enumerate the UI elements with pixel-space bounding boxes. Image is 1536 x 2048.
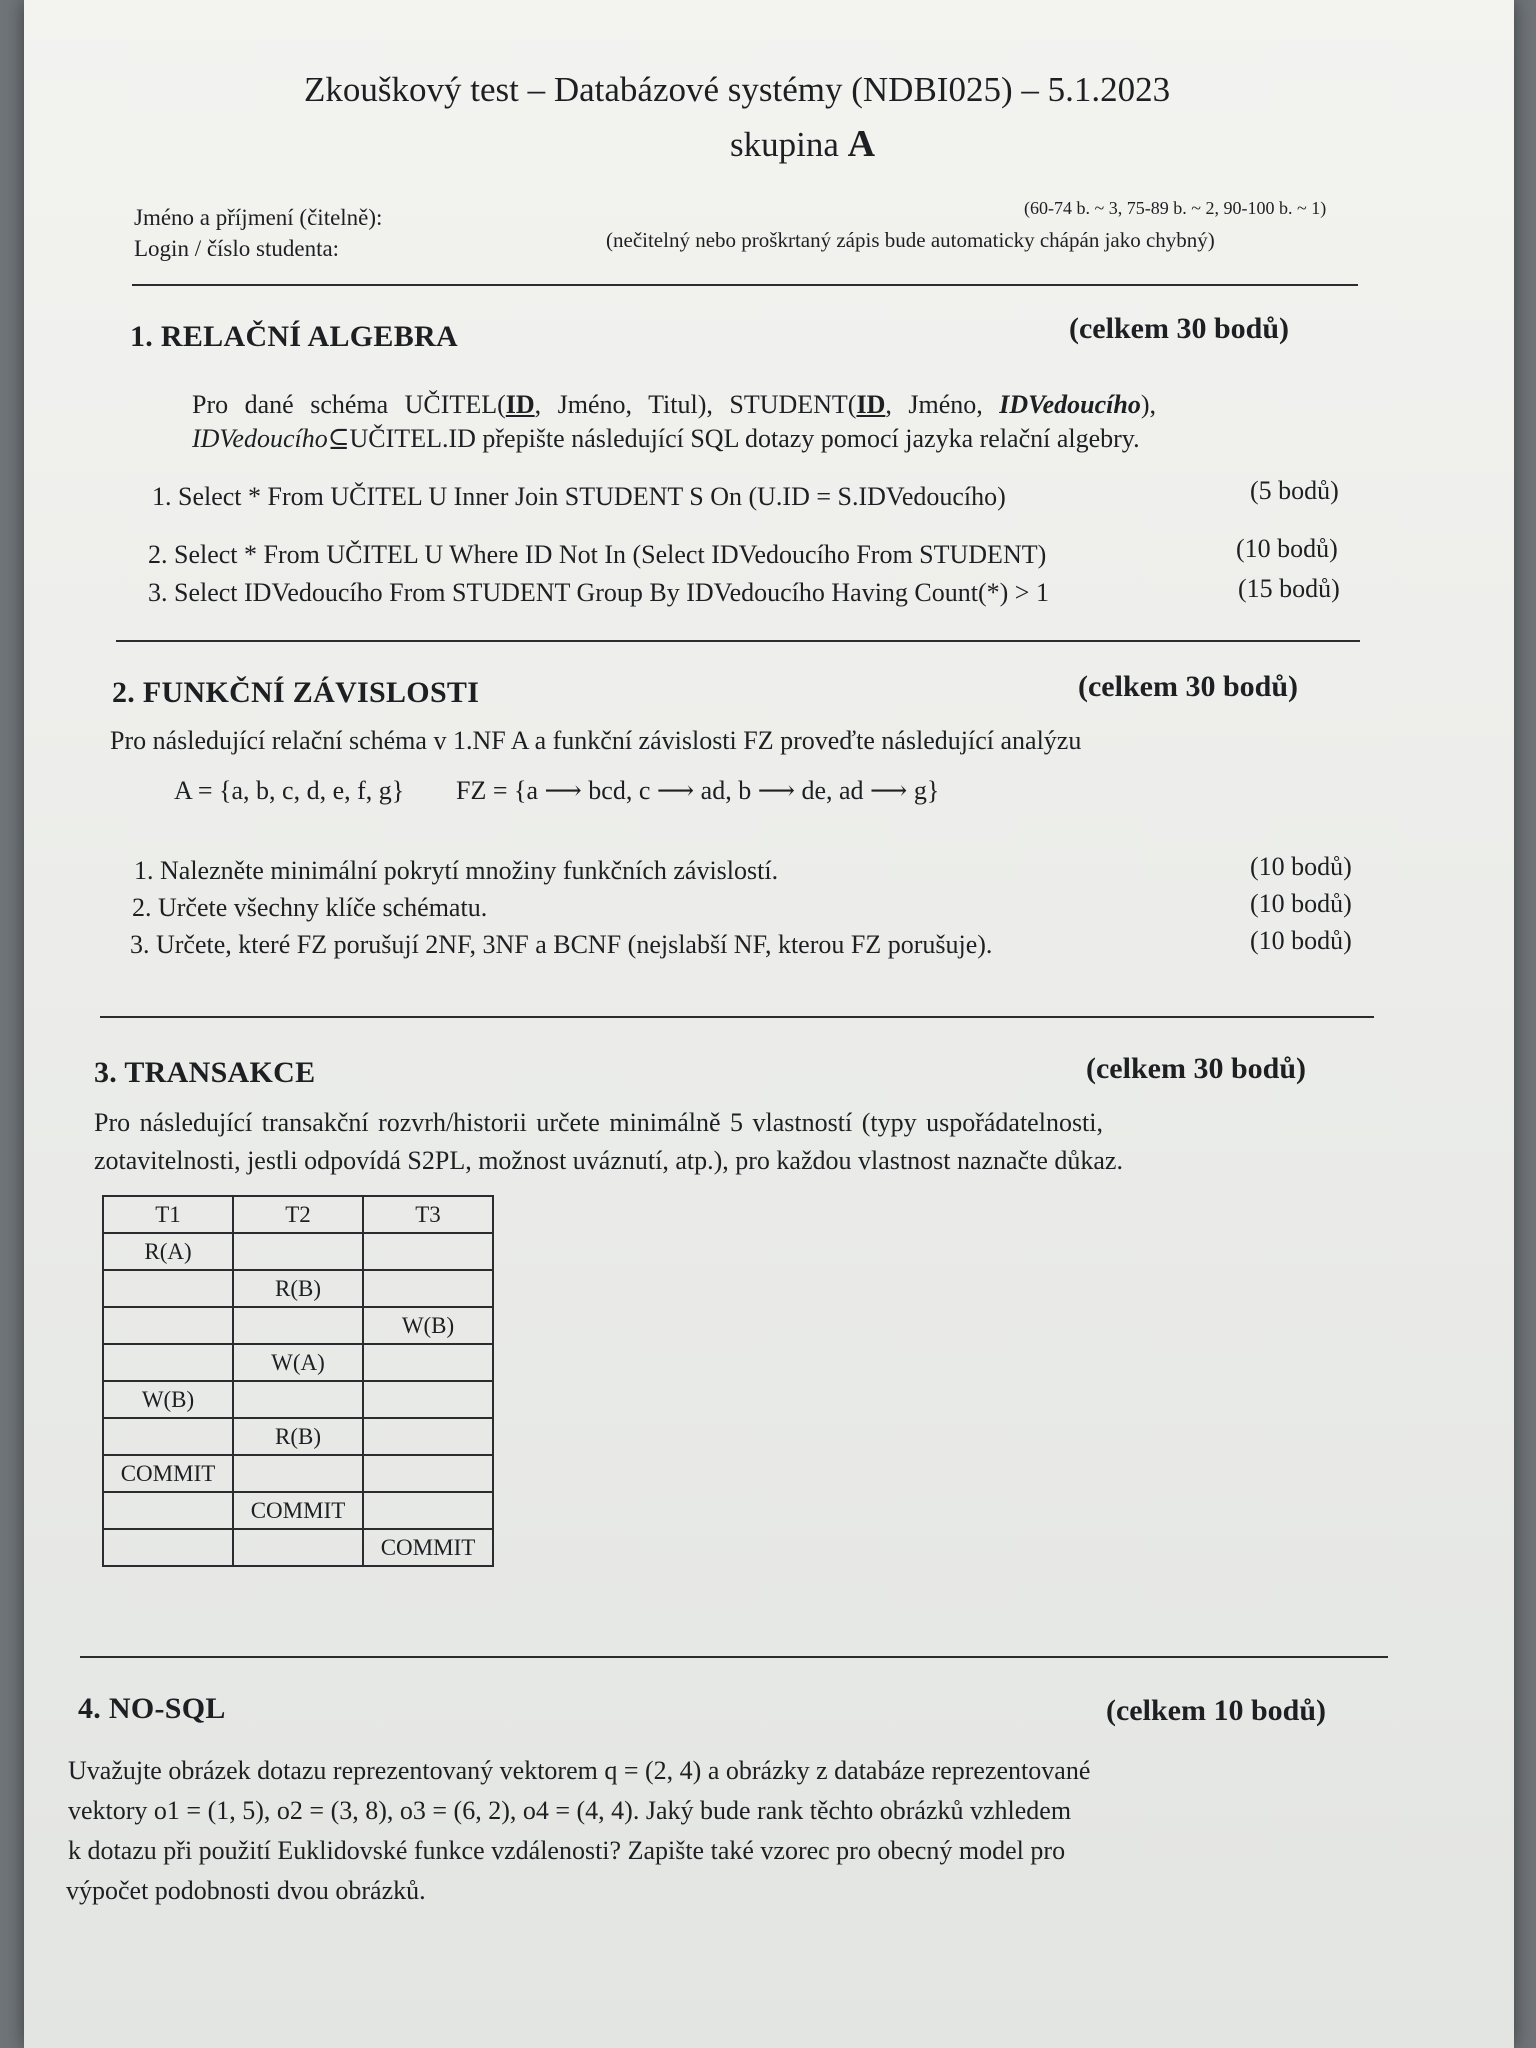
- section-1-item-1-points: (5 bodů): [1250, 476, 1339, 505]
- divider: [132, 284, 1358, 286]
- section-2-intro: Pro následující relační schéma v 1.NF A a funkční závislosti FZ proveďte následující analýzu: [110, 726, 1082, 755]
- schedule-row: [103, 1455, 493, 1492]
- schedule-cell: W(A): [233, 1344, 363, 1381]
- section-2-item-1: 1. Nalezněte minimální pokrytí množiny funkčních závislostí.: [134, 856, 779, 885]
- schedule-cell: [103, 1418, 233, 1455]
- legibility-warning: (nečitelný nebo proškrtaný zápis bude automaticky chápán jako chybný): [606, 228, 1215, 252]
- schedule-cell: [363, 1492, 493, 1529]
- schedule-cell: [363, 1418, 493, 1455]
- login-label: Login / číslo studenta:: [134, 236, 340, 261]
- schedule-cell: [103, 1344, 233, 1381]
- section-1-item-3: 3. Select IDVedoucího From STUDENT Group By IDVedoucího Having Count(*) > 1: [148, 578, 1049, 607]
- section-1-points: (celkem 30 bodů): [1069, 312, 1289, 345]
- name-label: Jméno a příjmení (čitelně):: [134, 205, 383, 230]
- schedule-row: [103, 1418, 493, 1455]
- section-1-item-3-points: (15 bodů): [1238, 574, 1340, 603]
- schedule-cell: [233, 1455, 363, 1492]
- schedule-body: [103, 1233, 493, 1566]
- schedule-header-t3: T3: [363, 1196, 493, 1233]
- section-1-item-1: 1. Select * From UČITEL U Inner Join STUDENT S On (U.ID = S.IDVedoucího): [152, 482, 1006, 511]
- section-3-intro-line-2: zotavitelnosti, jestli odpovídá S2PL, možnost uváznutí, atp.), pro každou vlastnost naznačte důkaz.: [94, 1146, 1123, 1175]
- section-2-item-2-points: (10 bodů): [1250, 889, 1352, 918]
- schedule-cell: COMMIT: [363, 1529, 493, 1566]
- section-2-item-2: 2. Určete všechny klíče schématu.: [132, 893, 488, 922]
- schedule-cell: [103, 1270, 233, 1307]
- schedule-row: [103, 1233, 493, 1270]
- schedule-row: [103, 1307, 493, 1344]
- group-prefix: skupina: [730, 125, 839, 164]
- section-1-title: 1. RELAČNÍ ALGEBRA: [130, 320, 458, 353]
- section-4-line-3: k dotazu při použití Euklidovské funkce vzdálenosti? Zapište také vzorec pro obecný model pro: [68, 1836, 1066, 1865]
- section-3-points: (celkem 30 bodů): [1086, 1052, 1306, 1085]
- schedule-cell: [103, 1529, 233, 1566]
- grading-scale: (60-74 b. ~ 3, 75-89 b. ~ 2, 90-100 b. ~ 1): [1024, 198, 1327, 218]
- schedule-cell: [363, 1455, 493, 1492]
- schedule-header-row: [103, 1196, 493, 1233]
- schedule-cell: [103, 1492, 233, 1529]
- section-3-intro-line-1: Pro následující transakční rozvrh/historii určete minimálně 5 vlastností (typy uspořádatelnosti,: [94, 1108, 1104, 1137]
- schedule-cell: COMMIT: [103, 1455, 233, 1492]
- schedule-row: [103, 1344, 493, 1381]
- section-1-intro-line-1: Pro dané schéma UČITEL(ID, Jméno, Titul), STUDENT(ID, Jméno, IDVedoucího),: [192, 390, 1157, 419]
- schedule-cell: [233, 1529, 363, 1566]
- section-2-schema: A = {a, b, c, d, e, f, g}: [174, 776, 405, 805]
- schedule-cell: R(A): [103, 1233, 233, 1270]
- section-2-item-3: 3. Určete, které FZ porušují 2NF, 3NF a BCNF (nejslabší NF, kterou FZ porušuje).: [130, 930, 993, 959]
- schedule-cell: [363, 1344, 493, 1381]
- section-1-item-2-points: (10 bodů): [1236, 534, 1338, 563]
- schedule-row: [103, 1529, 493, 1566]
- section-4-line-2: vektory o1 = (1, 5), o2 = (3, 8), o3 = (6, 2), o4 = (4, 4). Jaký bude rank těchto obrázků vzhledem: [68, 1796, 1072, 1825]
- section-1-item-2: 2. Select * From UČITEL U Where ID Not In (Select IDVedoucího From STUDENT): [148, 540, 1047, 569]
- divider: [100, 1016, 1374, 1018]
- exam-sheet: [24, 0, 1514, 2048]
- schedule-cell: R(B): [233, 1418, 363, 1455]
- schedule-cell: [233, 1307, 363, 1344]
- section-2-item-3-points: (10 bodů): [1250, 926, 1352, 955]
- group-letter: A: [847, 123, 876, 165]
- schedule-cell: [103, 1307, 233, 1344]
- schedule-row: [103, 1270, 493, 1307]
- divider: [80, 1656, 1388, 1658]
- schedule-cell: COMMIT: [233, 1492, 363, 1529]
- section-2-fds: FZ = {a ⟶ bcd, c ⟶ ad, b ⟶ de, ad ⟶ g}: [456, 776, 940, 805]
- exam-group: [730, 122, 875, 166]
- schedule-cell: [233, 1381, 363, 1418]
- section-4-points: (celkem 10 bodů): [1106, 1694, 1326, 1727]
- schedule-header-t1: T1: [103, 1196, 233, 1233]
- schedule-cell: [363, 1270, 493, 1307]
- schedule-cell: [363, 1233, 493, 1270]
- section-3-title: 3. TRANSAKCE: [94, 1056, 316, 1089]
- divider: [116, 640, 1360, 642]
- schedule-cell: [233, 1233, 363, 1270]
- section-4-title: 4. NO-SQL: [78, 1692, 226, 1725]
- section-2-points: (celkem 30 bodů): [1078, 670, 1298, 703]
- schedule-cell: W(B): [103, 1381, 233, 1418]
- schedule-table: [102, 1195, 494, 1567]
- schedule-row: [103, 1492, 493, 1529]
- schedule-cell: [363, 1381, 493, 1418]
- schedule-header-t2: T2: [233, 1196, 363, 1233]
- section-1-intro-line-2: IDVedoucího⊆UČITEL.ID přepište následující SQL dotazy pomocí jazyka relační algebry.: [192, 424, 1140, 453]
- schedule-row: [103, 1381, 493, 1418]
- section-4-line-1: Uvažujte obrázek dotazu reprezentovaný vektorem q = (2, 4) a obrázky z databáze reprezentované: [68, 1756, 1091, 1785]
- section-2-item-1-points: (10 bodů): [1250, 852, 1352, 881]
- exam-title: Zkouškový test – Databázové systémy (NDBI025) – 5.1.2023: [304, 70, 1171, 109]
- schedule-cell: R(B): [233, 1270, 363, 1307]
- section-2-title: 2. FUNKČNÍ ZÁVISLOSTI: [112, 676, 480, 709]
- schedule-cell: W(B): [363, 1307, 493, 1344]
- section-4-line-4: výpočet podobnosti dvou obrázků.: [66, 1876, 426, 1905]
